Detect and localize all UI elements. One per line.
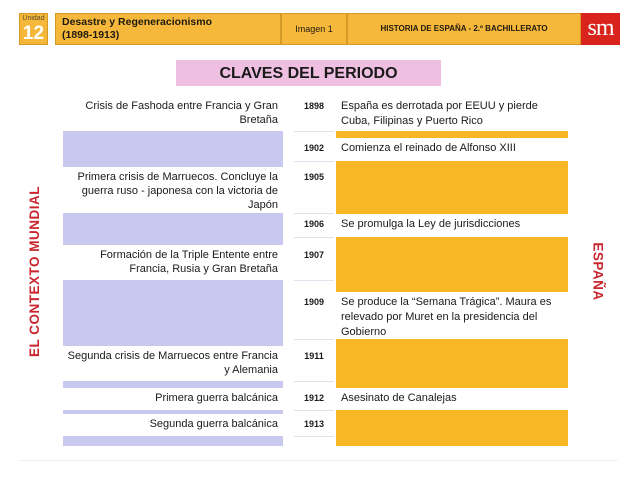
year-cell: 1912 <box>294 388 334 411</box>
year-cell: 1906 <box>294 214 334 238</box>
period-title: CLAVES DEL PERIODO <box>176 60 441 86</box>
side-label-world-text: EL CONTEXTO MUNDIAL <box>26 185 42 357</box>
side-label-spain-text: ESPAÑA <box>590 241 606 301</box>
image-label: Imagen 1 <box>281 13 347 45</box>
unit-title-line2: (1898-1913) <box>62 29 120 41</box>
year-cell: 1907 <box>294 245 334 281</box>
context-cell: Primera guerra balcánica <box>63 388 283 411</box>
spain-cell: Comienza el reinado de Alfonso XIII <box>336 138 568 162</box>
footer-divider <box>18 460 618 461</box>
unit-label: Unidad <box>22 15 45 22</box>
unit-badge <box>19 13 48 45</box>
year-cell: 1909 <box>294 292 334 340</box>
year-cell: 1905 <box>294 167 334 214</box>
unit-title-line1: Desastre y Regeneracionismo <box>62 16 212 28</box>
sm-logo: sm <box>581 13 620 45</box>
context-cell: Primera crisis de Marruecos. Concluye la guerra ruso - japonesa con la victoria de Japón <box>63 167 283 214</box>
side-label-world <box>18 96 50 446</box>
year-cell: 1911 <box>294 346 334 382</box>
unit-number: 12 <box>22 23 45 44</box>
year-cell: 1902 <box>294 138 334 162</box>
spain-cell: Se promulga la Ley de jurisdicciones <box>336 214 568 238</box>
spain-cell: España es derrotada por EEUU y pierde Cuba, Filipinas y Puerto Rico <box>336 96 568 132</box>
unit-title <box>55 13 281 45</box>
year-cell: 1898 <box>294 96 334 132</box>
context-cell: Segunda guerra balcánica <box>63 414 283 437</box>
spain-cell: Asesinato de Canalejas <box>336 388 568 411</box>
year-cell: 1913 <box>294 414 334 437</box>
spain-cell: Se produce la “Semana Trágica”. Maura es relevado por Muret en la presidencia del Gobierno <box>336 292 568 340</box>
context-cell: Segunda crisis de Marruecos entre Francia y Alemania <box>63 346 283 382</box>
course-label: HISTORIA DE ESPAÑA - 2.º BACHILLERATO <box>347 13 581 45</box>
context-cell: Crisis de Fashoda entre Francia y Gran Bretaña <box>63 96 283 132</box>
context-cell: Formación de la Triple Entente entre Francia, Rusia y Gran Bretaña <box>63 245 283 281</box>
side-label-spain <box>582 96 614 446</box>
